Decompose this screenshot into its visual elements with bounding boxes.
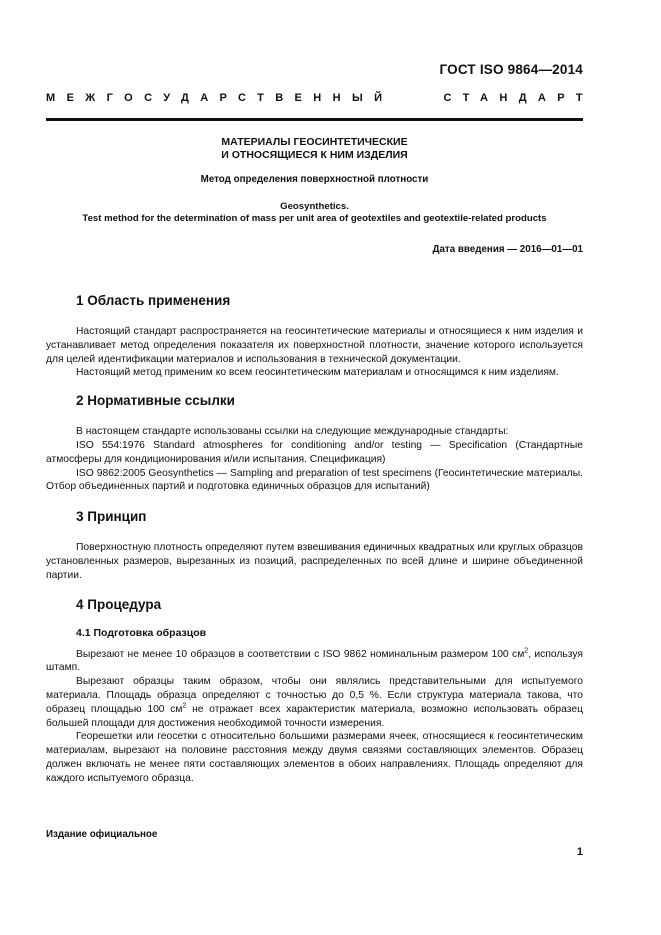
- official-edition-note: Издание официальное: [46, 829, 158, 840]
- band-right-text: СТАНДАРТ: [443, 92, 594, 104]
- section-3-heading: 3 Принцип: [76, 509, 147, 525]
- section-4-paragraph-1: Вырезают не менее 10 образцов в соответствии с ISO 9862 номинальным размером 100 $см^2$, используя штамп.: [46, 647, 583, 674]
- title-block: [46, 136, 583, 225]
- title-subtitle: Метод определения поверхностной плотности: [200, 174, 429, 185]
- document-body: [46, 292, 583, 786]
- introduction-date: Дата введения — 2016—01—01: [432, 244, 583, 255]
- title-line-2: И ОТНОСЯЩИЕСЯ К НИМ ИЗДЕЛИЯ: [221, 149, 408, 161]
- subsection-4-1-heading: 4.1 Подготовка образцов: [76, 626, 207, 639]
- section-3-paragraph-1: Поверхностную плотность определяют путем взвешивания единичных квадратных или круглых образцов установленных размеров, вырезанных из позиций, распределенных по всей длине и ширине объединенной партии.: [46, 542, 583, 581]
- section-2-paragraph-2: ISO 554:1976 Standard atmospheres for conditioning and/or testing — Specification (Стандартные атмосферы для кондиционирования и/или испытания. Спецификация): [46, 439, 583, 465]
- title-english-2: Test method for the determination of mass per unit area of geotextiles and geotextile-related products: [82, 213, 547, 224]
- title-english-1: Geosynthetics.: [280, 201, 349, 212]
- section-1-heading: 1 Область применения: [76, 293, 231, 308]
- section-1-paragraph-1: Настоящий стандарт распространяется на геосинтетические материалы и относящиеся к ним изделия и устанавливает метод определения показателя их поверхностной плотности, значение которого используется для целей идентификации материалов и использования в технической документации.: [46, 326, 583, 365]
- section-2-paragraph-1: В настоящем стандарте использованы ссылки на следующие международные стандарты:: [76, 426, 509, 438]
- section-4-paragraph-3: Георешетки или геосетки с относительно большими размерами ячеек, относящиеся к геосинтетическим материалам, вырезают на половине расстояния между двумя связями составляющих элементов. Образец должен включать не менее пяти составляющих элементов в обоих направлениях. Площадь определяют для каждого испытуемого образца.: [46, 731, 583, 784]
- section-1-paragraph-2: Настоящий метод применим ко всем геосинтетическим материалам и относящимся к ним изделиям.: [76, 367, 559, 379]
- band-left-text: МЕЖГОСУДАРСТВЕННЫЙ: [46, 92, 394, 104]
- section-4-paragraph-2: Вырезают образцы таким образом, чтобы они являлись представительными для испытуемого материала. Площадь образца определяют с точностью до 0,5 %. Если структура материала такова, что образец площадью 100 $см^2$ не отражает всех характеристик материала, возможно использовать образец большей площади для достижения необходимой точности измерения.: [46, 676, 583, 729]
- standard-type-band: [46, 92, 594, 104]
- section-2-paragraph-3: ISO 9862:2005 Geosynthetics — Sampling and preparation of test specimens (Геосинтетические материалы. Отбор объединенных партий и подготовка единичных образцов для испытаний): [46, 467, 583, 493]
- title-line-1: МАТЕРИАЛЫ ГЕОСИНТЕТИЧЕСКИЕ: [221, 136, 408, 148]
- document-code: ГОСТ ISO 9864—2014: [439, 62, 583, 77]
- header-rule: [46, 118, 583, 121]
- page-number: 1: [576, 846, 583, 858]
- section-2-heading: 2 Нормативные ссылки: [76, 393, 235, 409]
- section-4-heading: 4 Процедура: [76, 596, 162, 612]
